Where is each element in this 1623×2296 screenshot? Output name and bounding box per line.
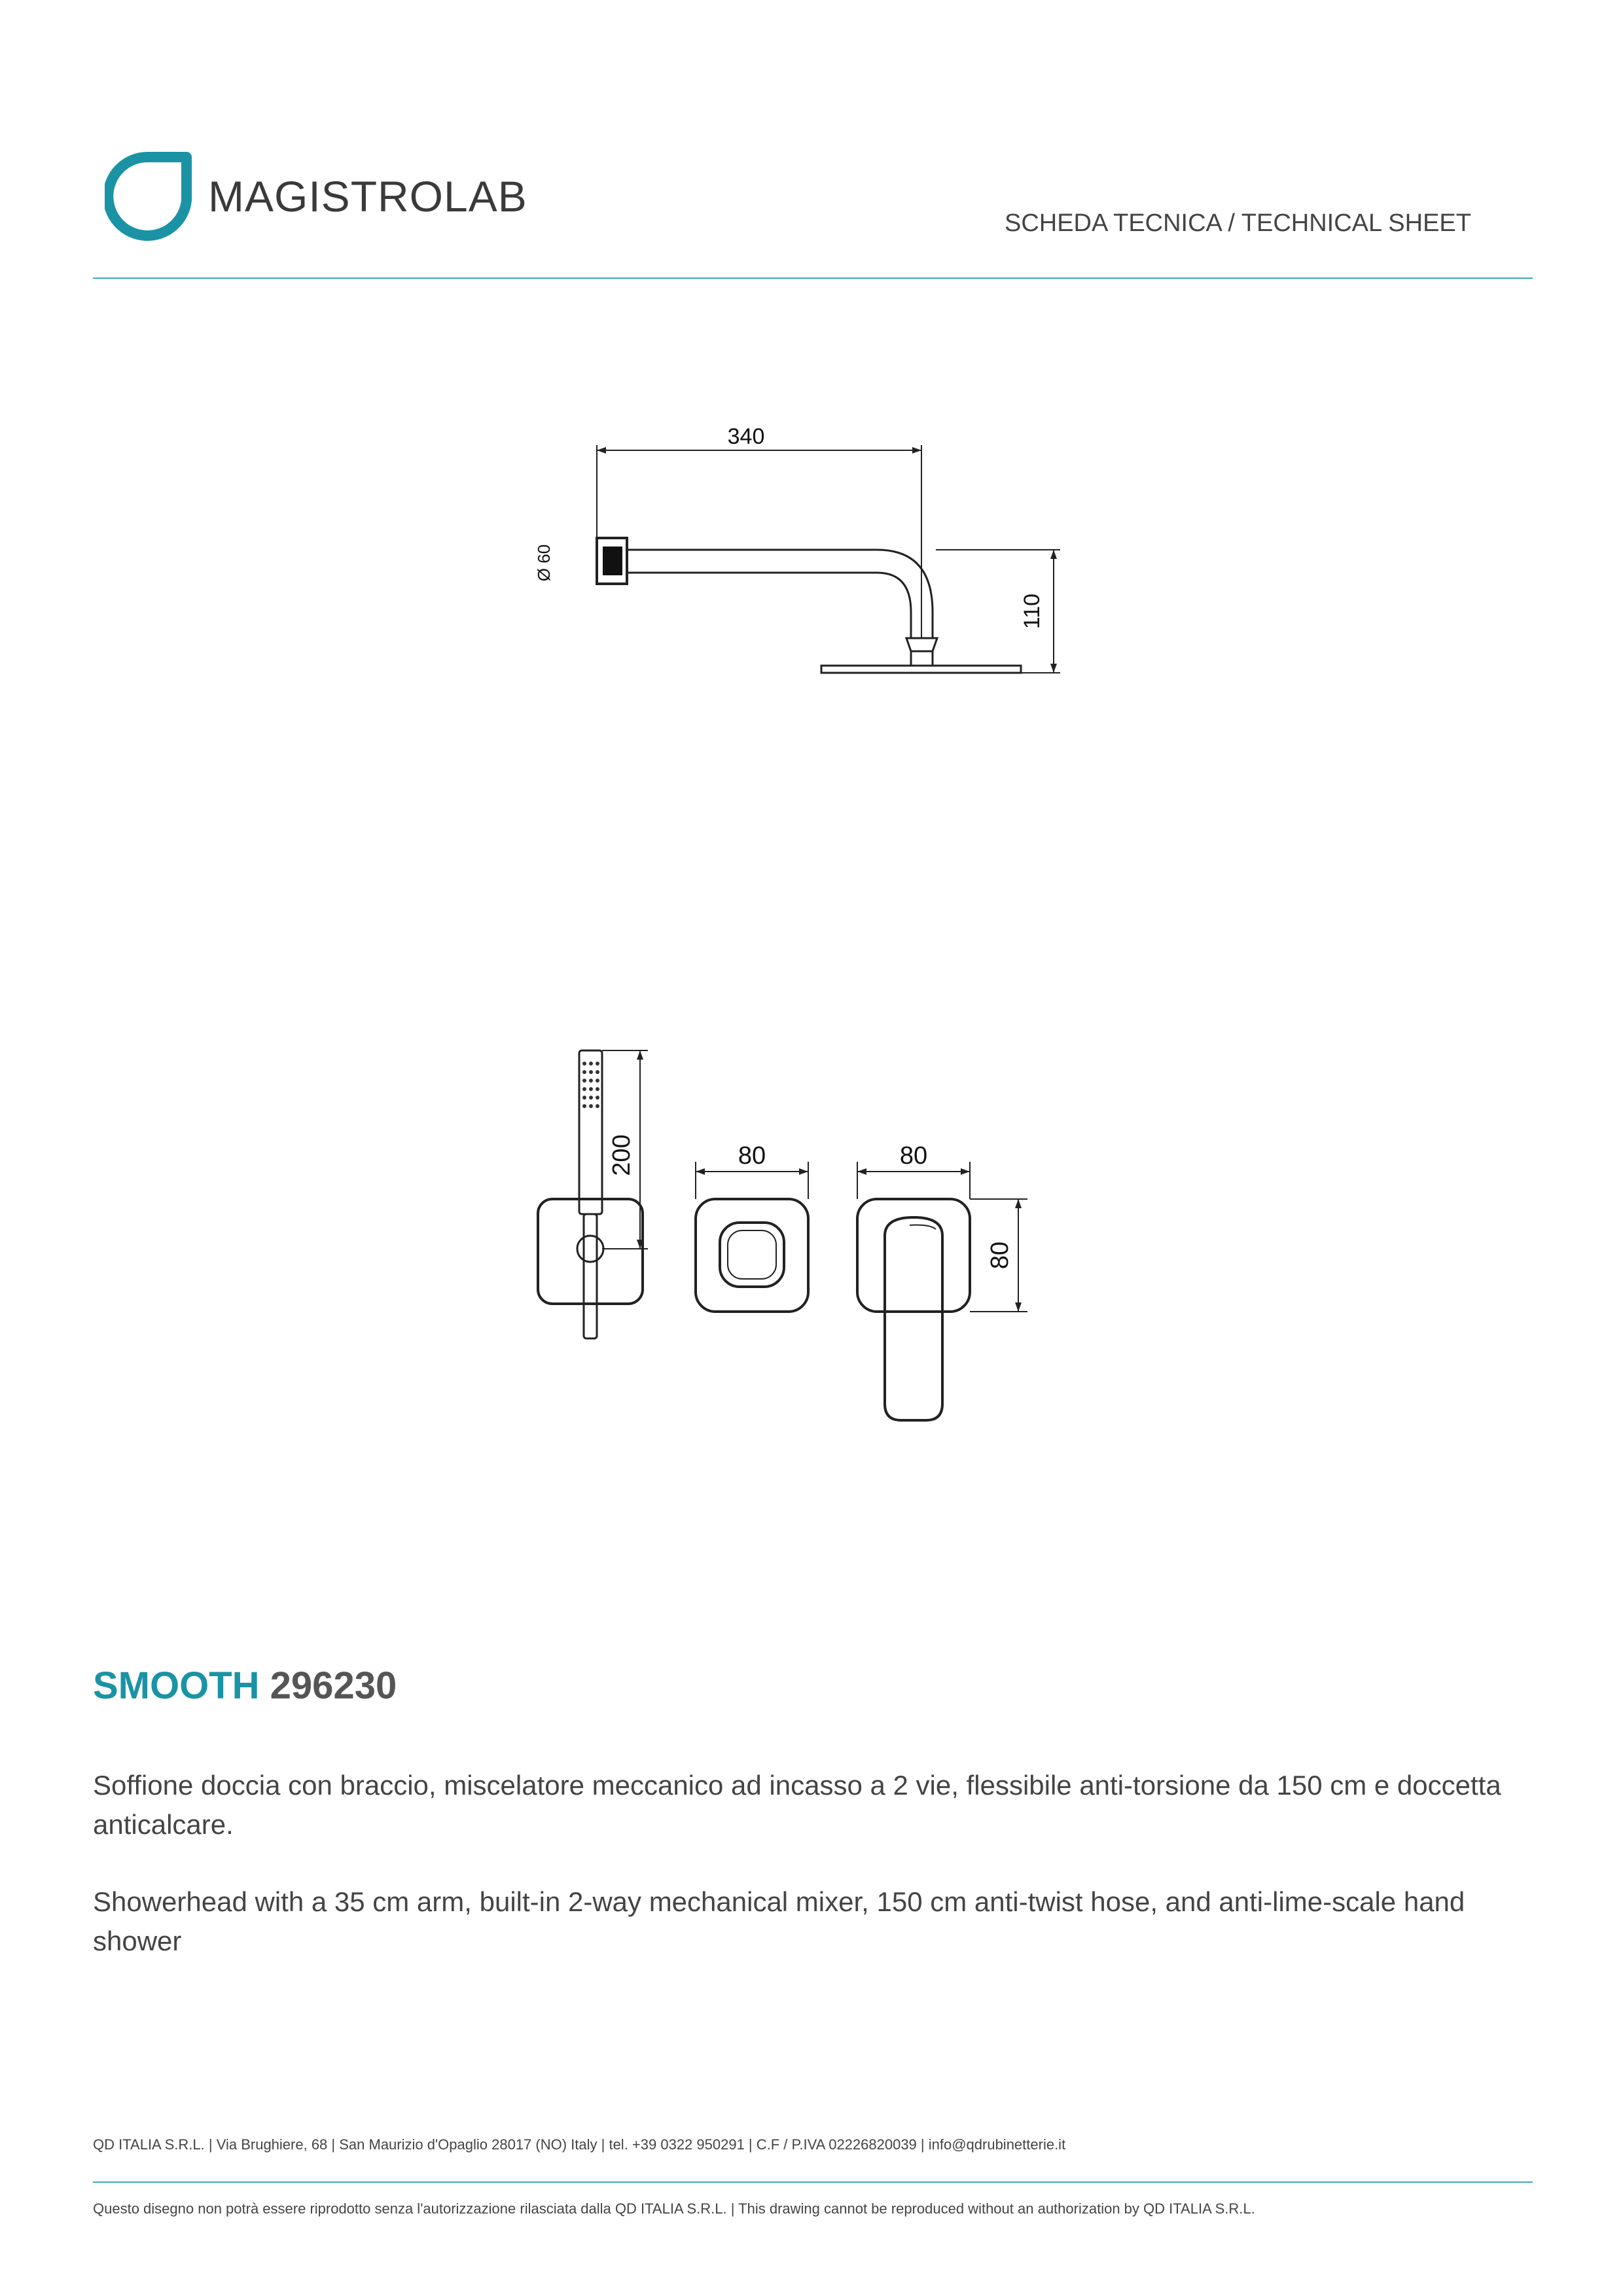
wall-flange-core (603, 547, 622, 575)
footer-company-info: QD ITALIA S.R.L. | Via Brughiere, 68 | San Maurizio d'Opaglio 28017 (NO) Italy | tel. +39 0322 950291 | C.F / P.IVA 02226820039 | info@qdrubinetterie.it (93, 2136, 1066, 2153)
dim-height-label: 110 (1020, 593, 1044, 630)
dim-diameter-label: Ø 60 (534, 544, 554, 582)
mixer-view (857, 1142, 1027, 1420)
description-italian: Soffione doccia con braccio, miscelatore meccanico ad incasso a 2 vie, flessibile anti-torsione da 150 cm e doccetta anticalcare. (93, 1770, 1501, 1840)
diverter-view (696, 1142, 808, 1312)
dim-arm-length-label: 340 (727, 424, 765, 449)
shower-head-plate (821, 666, 1021, 673)
product-brand: SMOOTH (93, 1664, 260, 1707)
shower-arm-view (534, 424, 1060, 673)
mixer-lever (885, 1217, 942, 1420)
hose-connector (577, 1236, 603, 1262)
footer-disclaimer: Questo disegno non potrà essere riprodotto senza l'autorizzazione rilasciata dalla QD ITALIA S.R.L. | This drawing cannot be reproduced without an authorization by QD ITALIA S.R.L. (93, 2200, 1255, 2217)
mixer-plate (857, 1199, 970, 1312)
arm-joint (906, 638, 937, 651)
brand-logo-text: MAGISTROLAB (208, 172, 527, 221)
footer-divider (93, 2181, 1533, 2183)
arm-nut (911, 651, 933, 666)
hand-shower-handle (584, 1214, 597, 1338)
shower-arm (627, 550, 933, 638)
diverter-plate (696, 1199, 808, 1312)
hand-shower-head (579, 1050, 602, 1214)
dim-hand-shower-label: 200 (608, 1134, 635, 1176)
hand-shower-view (538, 1050, 648, 1338)
dim-plate-width-1-label: 80 (738, 1142, 766, 1170)
diverter-knob (720, 1223, 784, 1287)
dim-plate-width-2-label: 80 (899, 1142, 928, 1170)
spray-nozzles (582, 1062, 599, 1108)
description-english: Showerhead with a 35 cm arm, built-in 2-way mechanical mixer, 150 cm anti-twist hose, and anti-lime-scale hand shower (93, 1886, 1465, 1956)
product-code: 296230 (270, 1664, 397, 1707)
product-title (93, 1664, 397, 1708)
sheet-label: SCHEDA TECNICA / TECHNICAL SHEET (1004, 209, 1471, 237)
dim-plate-height-label: 80 (986, 1241, 1014, 1270)
